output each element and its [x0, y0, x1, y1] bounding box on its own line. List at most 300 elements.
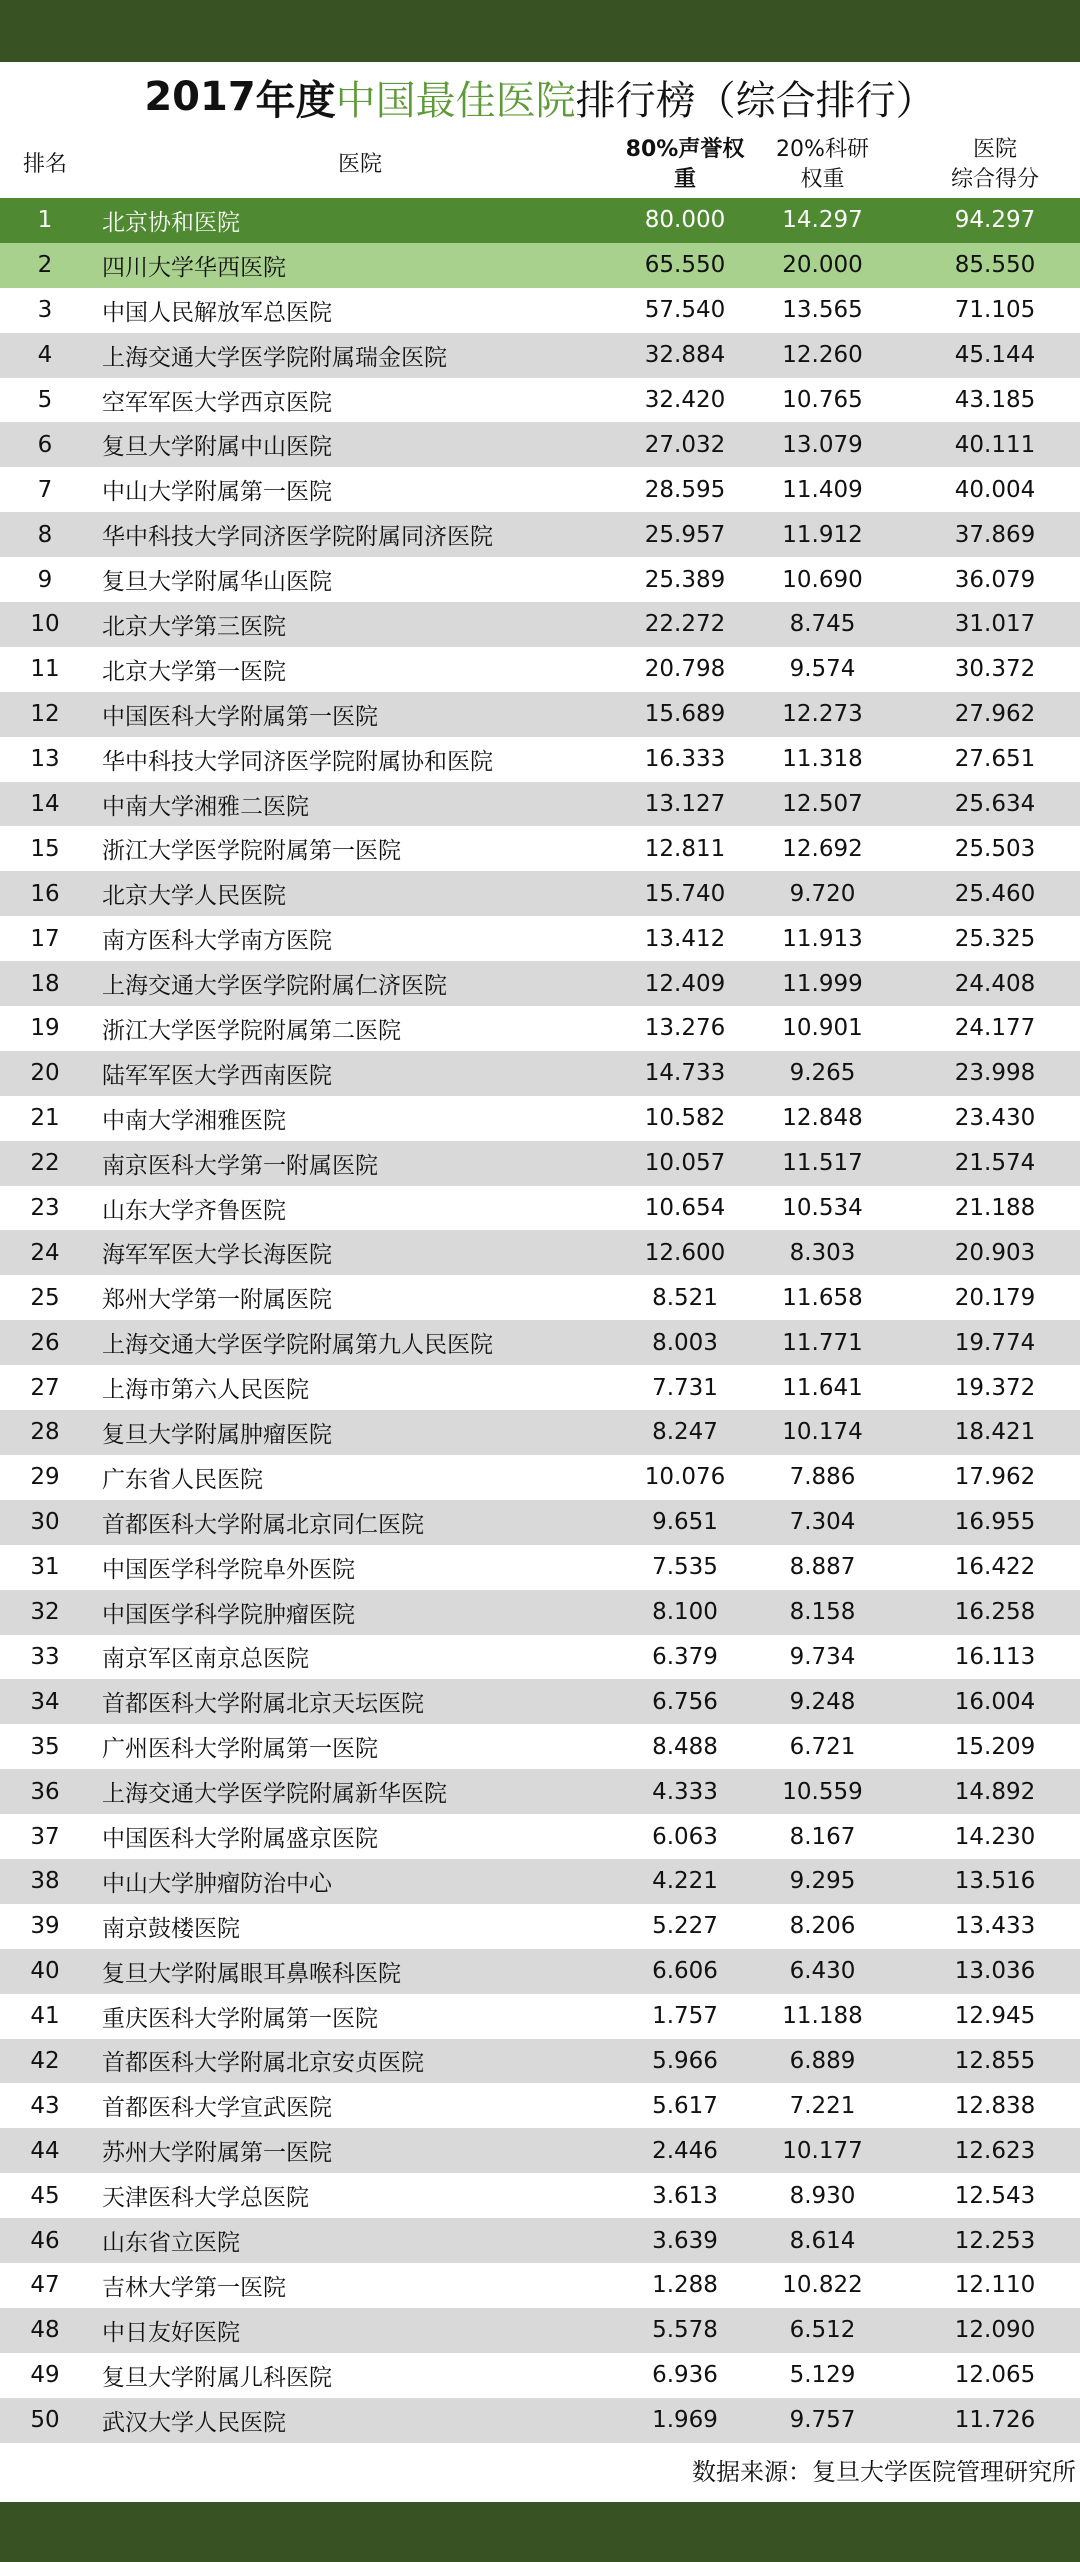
title-pre: 年度: [255, 77, 336, 124]
cell-science: 7.304: [789, 1509, 856, 1536]
cell-total: 85.550: [954, 252, 1036, 279]
cell-total: 14.230: [954, 1823, 1036, 1850]
title-year: 2017: [144, 74, 256, 120]
header-science-line2: 权重: [800, 167, 845, 192]
cell-rank: 32: [30, 1599, 60, 1626]
cell-science: 7.886: [789, 1464, 856, 1491]
cell-hospital-name: 北京大学人民医院: [102, 883, 286, 910]
cell-hospital-name: 北京大学第一医院: [102, 658, 286, 685]
cell-reputation: 8.521: [652, 1284, 718, 1311]
cell-hospital-name: 上海交通大学医学院附属新华医院: [102, 1781, 447, 1808]
cell-reputation: 7.731: [652, 1374, 718, 1401]
cell-rank: 37: [30, 1823, 60, 1850]
cell-rank: 3: [37, 297, 53, 324]
cell-hospital-name: 上海交通大学医学院附属仁济医院: [102, 973, 447, 1000]
cell-science: 9.574: [789, 656, 856, 683]
cell-reputation: 9.651: [652, 1509, 718, 1536]
cell-rank: 23: [30, 1195, 60, 1222]
cell-science: 8.887: [789, 1554, 856, 1581]
table-row: [0, 288, 1080, 333]
cell-hospital-name: 四川大学华西医院: [102, 254, 286, 281]
table-header: [0, 132, 1080, 198]
cell-rank: 11: [30, 656, 60, 683]
cell-rank: 24: [30, 1239, 60, 1266]
cell-hospital-name: 中国医学科学院阜外医院: [102, 1556, 355, 1583]
cell-rank: 40: [30, 1958, 60, 1985]
table-row: [0, 1500, 1080, 1545]
cell-science: 10.177: [782, 2137, 863, 2164]
top-banner-bar: [0, 0, 1080, 62]
cell-hospital-name: 中国医科大学附属盛京医院: [102, 1826, 378, 1852]
title-highlight: 中国最佳医院: [335, 77, 576, 124]
cell-hospital-name: 广东省人民医院: [102, 1466, 263, 1493]
cell-rank: 10: [30, 611, 60, 638]
cell-total: 20.179: [954, 1284, 1036, 1311]
cell-hospital-name: 武汉大学人民医院: [102, 2409, 286, 2436]
table-row: [0, 602, 1080, 647]
header-reputation-line2: 重: [673, 167, 696, 192]
cell-reputation: 4.221: [652, 1868, 718, 1895]
cell-science: 11.517: [782, 1150, 863, 1177]
cell-rank: 13: [30, 746, 60, 773]
cell-rank: 12: [30, 701, 60, 728]
cell-rank: 50: [30, 2407, 60, 2434]
cell-reputation: 12.409: [644, 970, 726, 997]
cell-rank: 25: [30, 1284, 60, 1311]
cell-rank: 45: [30, 2182, 60, 2209]
cell-reputation: 4.333: [652, 1778, 718, 1805]
cell-reputation: 28.595: [644, 476, 726, 503]
cell-total: 25.325: [954, 925, 1036, 952]
cell-rank: 17: [30, 925, 60, 952]
table-row: [0, 2039, 1080, 2084]
cell-science: 10.765: [782, 387, 863, 413]
cell-hospital-name: 上海交通大学医学院附属第九人民医院: [102, 1332, 493, 1359]
title-post: 排行榜: [575, 77, 696, 124]
cell-science: 14.297: [782, 207, 863, 234]
cell-rank: 20: [30, 1060, 60, 1087]
cell-hospital-name: 中南大学湘雅二医院: [102, 793, 309, 820]
cell-hospital-name: 海军军医大学长海医院: [102, 1242, 332, 1269]
table-row: [0, 692, 1080, 737]
header-reputation-line1: 80%声誉权: [625, 137, 745, 162]
cell-rank: 41: [30, 2003, 60, 2030]
cell-science: 6.889: [789, 2047, 856, 2074]
cell-science: 9.720: [789, 880, 856, 907]
cell-total: 37.869: [954, 521, 1036, 548]
table-row: [0, 333, 1080, 378]
ranking-table: [0, 198, 1080, 2443]
cell-hospital-name: 复旦大学附属眼耳鼻喉科医院: [102, 1960, 401, 1987]
cell-hospital-name: 中国医科大学附属第一医院: [102, 703, 378, 730]
cell-science: 12.260: [782, 342, 863, 369]
cell-total: 30.372: [954, 656, 1036, 683]
cell-science: 9.757: [789, 2407, 856, 2434]
cell-science: 12.273: [782, 701, 863, 728]
header-total: [915, 132, 1075, 198]
cell-rank: 4: [37, 342, 53, 369]
cell-rank: 38: [30, 1868, 60, 1895]
table-row: [0, 737, 1080, 782]
cell-hospital-name: 中山大学肿瘤防治中心: [102, 1870, 332, 1897]
cell-rank: 29: [30, 1464, 60, 1491]
cell-science: 11.912: [782, 521, 863, 548]
table-row: [0, 1051, 1080, 1096]
cell-science: 8.614: [789, 2227, 856, 2254]
cell-science: 8.745: [789, 611, 856, 638]
cell-total: 43.185: [954, 387, 1036, 413]
table-row: [0, 378, 1080, 423]
cell-reputation: 6.936: [652, 2362, 718, 2389]
cell-total: 16.955: [954, 1509, 1036, 1536]
table-row: [0, 1814, 1080, 1859]
cell-reputation: 25.389: [644, 566, 726, 593]
cell-rank: 34: [30, 1688, 60, 1715]
cell-total: 40.004: [954, 476, 1036, 503]
cell-science: 11.913: [782, 925, 863, 952]
cell-total: 16.422: [954, 1554, 1036, 1581]
cell-rank: 43: [30, 2092, 60, 2119]
cell-reputation: 13.127: [644, 791, 726, 818]
cell-hospital-name: 苏州大学附属第一医院: [102, 2140, 332, 2167]
cell-rank: 21: [30, 1105, 60, 1132]
cell-science: 7.221: [789, 2092, 856, 2119]
cell-reputation: 32.884: [644, 342, 726, 369]
cell-science: 10.822: [782, 2272, 863, 2299]
header-science: [760, 132, 885, 198]
cell-reputation: 65.550: [644, 252, 726, 279]
cell-hospital-name: 华中科技大学同济医学院附属同济医院: [102, 524, 493, 551]
table-row: [0, 2128, 1080, 2173]
cell-rank: 30: [30, 1509, 60, 1536]
cell-total: 20.903: [954, 1239, 1036, 1266]
cell-reputation: 10.076: [644, 1464, 726, 1491]
cell-total: 15.209: [954, 1733, 1036, 1760]
cell-hospital-name: 中国人民解放军总医院: [102, 299, 332, 326]
cell-rank: 1: [37, 207, 53, 234]
cell-science: 5.129: [789, 2362, 856, 2389]
cell-total: 21.574: [954, 1150, 1036, 1177]
cell-rank: 48: [30, 2317, 60, 2344]
cell-hospital-name: 华中科技大学同济医学院附属协和医院: [102, 748, 493, 775]
cell-reputation: 3.613: [652, 2182, 718, 2209]
cell-reputation: 14.733: [644, 1060, 726, 1087]
table-row: [0, 557, 1080, 602]
cell-science: 12.692: [782, 835, 863, 862]
cell-rank: 35: [30, 1733, 60, 1760]
table-row: [0, 1410, 1080, 1455]
cell-science: 11.409: [782, 476, 863, 503]
cell-reputation: 6.063: [652, 1823, 718, 1850]
cell-reputation: 16.333: [644, 746, 726, 773]
cell-total: 12.110: [954, 2272, 1036, 2299]
table-row: [0, 1006, 1080, 1051]
cell-science: 6.512: [789, 2317, 856, 2344]
cell-total: 27.651: [954, 746, 1036, 773]
cell-rank: 46: [30, 2227, 60, 2254]
cell-reputation: 20.798: [644, 656, 726, 683]
cell-hospital-name: 北京大学第三医院: [102, 613, 286, 640]
cell-hospital-name: 上海市第六人民医院: [102, 1377, 309, 1404]
cell-total: 12.253: [954, 2227, 1036, 2254]
cell-reputation: 5.578: [652, 2317, 718, 2344]
cell-hospital-name: 吉林大学第一医院: [102, 2274, 286, 2301]
cell-total: 31.017: [954, 611, 1036, 638]
cell-science: 9.248: [789, 1688, 856, 1715]
cell-reputation: 1.969: [652, 2407, 718, 2434]
cell-total: 17.962: [954, 1464, 1036, 1491]
table-row: [0, 1365, 1080, 1410]
table-row: [0, 826, 1080, 871]
table-row: [0, 1545, 1080, 1590]
table-row: [0, 1859, 1080, 1904]
table-row: [0, 1455, 1080, 1500]
cell-total: 19.372: [954, 1374, 1036, 1401]
cell-rank: 31: [30, 1554, 60, 1581]
cell-science: 6.430: [789, 1958, 856, 1985]
cell-total: 71.105: [954, 297, 1036, 324]
cell-science: 10.534: [782, 1195, 863, 1222]
cell-total: 21.188: [954, 1195, 1036, 1222]
cell-rank: 42: [30, 2047, 60, 2074]
cell-reputation: 6.379: [652, 1643, 718, 1670]
cell-reputation: 5.227: [652, 1913, 718, 1940]
cell-hospital-name: 复旦大学附属儿科医院: [102, 2364, 332, 2391]
table-row: [0, 1590, 1080, 1635]
cell-hospital-name: 复旦大学附属华山医院: [102, 569, 332, 596]
cell-reputation: 13.412: [644, 925, 726, 952]
cell-reputation: 5.617: [652, 2092, 718, 2119]
cell-hospital-name: 浙江大学医学院附属第一医院: [102, 838, 401, 865]
table-row: [0, 1769, 1080, 1814]
cell-reputation: 10.057: [644, 1150, 726, 1177]
cell-hospital-name: 重庆医科大学附属第一医院: [102, 2005, 378, 2032]
table-row: [0, 871, 1080, 916]
cell-science: 11.771: [782, 1329, 863, 1356]
cell-science: 10.690: [782, 566, 863, 593]
cell-rank: 27: [30, 1374, 60, 1401]
cell-total: 18.421: [954, 1419, 1036, 1446]
table-row: [0, 2218, 1080, 2263]
cell-hospital-name: 南方医科大学南方医院: [102, 928, 332, 955]
cell-science: 9.734: [789, 1643, 856, 1670]
table-row: [0, 1096, 1080, 1141]
cell-reputation: 57.540: [644, 297, 726, 324]
cell-science: 10.901: [782, 1015, 863, 1042]
cell-rank: 8: [37, 521, 53, 548]
cell-total: 25.634: [954, 791, 1036, 818]
cell-total: 13.036: [954, 1958, 1036, 1985]
cell-hospital-name: 首都医科大学附属北京安贞医院: [102, 2050, 424, 2077]
cell-science: 9.265: [789, 1060, 856, 1087]
cell-total: 94.297: [954, 207, 1036, 234]
cell-hospital-name: 天津医科大学总医院: [102, 2185, 309, 2212]
cell-reputation: 7.535: [652, 1554, 718, 1581]
table-row: [0, 198, 1080, 243]
cell-reputation: 15.689: [644, 701, 726, 728]
table-row: [0, 647, 1080, 692]
cell-hospital-name: 中日友好医院: [102, 2319, 240, 2346]
cell-hospital-name: 复旦大学附属肿瘤医院: [102, 1421, 332, 1448]
cell-science: 11.641: [782, 1374, 863, 1401]
cell-total: 25.503: [954, 835, 1036, 862]
table-row: [0, 1275, 1080, 1320]
cell-hospital-name: 南京鼓楼医院: [102, 1915, 240, 1942]
cell-science: 10.559: [782, 1778, 863, 1805]
table-row: [0, 782, 1080, 827]
cell-total: 14.892: [954, 1778, 1036, 1805]
cell-total: 23.430: [954, 1105, 1036, 1132]
cell-total: 24.177: [954, 1015, 1036, 1042]
cell-total: 13.516: [954, 1868, 1036, 1895]
cell-hospital-name: 陆军军医大学西南医院: [102, 1062, 332, 1089]
cell-total: 16.258: [954, 1599, 1036, 1626]
bottom-banner-bar: [0, 2502, 1080, 2562]
title-paren: （综合排行）: [695, 77, 936, 124]
cell-hospital-name: 山东省立医院: [102, 2230, 240, 2257]
cell-total: 25.460: [954, 880, 1036, 907]
header-science-line1: 20%科研: [776, 137, 869, 162]
cell-hospital-name: 中国医学科学院肿瘤医院: [102, 1601, 355, 1628]
cell-rank: 18: [30, 970, 60, 997]
cell-reputation: 1.288: [652, 2272, 718, 2299]
table-row: [0, 243, 1080, 288]
cell-total: 24.408: [954, 970, 1036, 997]
cell-hospital-name: 首都医科大学附属北京同仁医院: [102, 1511, 424, 1538]
cell-hospital-name: 首都医科大学宣武医院: [102, 2095, 332, 2122]
cell-reputation: 1.757: [652, 2003, 718, 2030]
cell-hospital-name: 首都医科大学附属北京天坛医院: [102, 1691, 424, 1718]
cell-reputation: 6.606: [652, 1958, 718, 1985]
cell-rank: 7: [37, 476, 53, 503]
table-row: [0, 1724, 1080, 1769]
cell-science: 9.295: [789, 1868, 856, 1895]
cell-total: 11.726: [954, 2407, 1036, 2434]
cell-rank: 9: [37, 566, 53, 593]
cell-science: 11.999: [782, 970, 863, 997]
header-hospital: 医院: [337, 152, 382, 177]
cell-science: 10.174: [782, 1419, 863, 1446]
table-row: [0, 1230, 1080, 1275]
cell-total: 40.111: [954, 431, 1036, 458]
cell-reputation: 5.966: [652, 2047, 718, 2074]
cell-reputation: 6.756: [652, 1688, 718, 1715]
header-reputation: [620, 132, 750, 198]
cell-rank: 44: [30, 2137, 60, 2164]
table-row: [0, 1186, 1080, 1231]
cell-total: 12.623: [954, 2137, 1036, 2164]
cell-total: 16.004: [954, 1688, 1036, 1715]
source-note: 数据来源：复旦大学医院管理研究所: [692, 2457, 1076, 2486]
cell-science: 6.721: [789, 1733, 856, 1760]
cell-reputation: 8.100: [652, 1599, 718, 1626]
cell-reputation: 8.488: [652, 1733, 718, 1760]
cell-rank: 33: [30, 1643, 60, 1670]
cell-science: 8.206: [789, 1913, 856, 1940]
cell-reputation: 12.811: [644, 835, 726, 862]
table-row: [0, 1635, 1080, 1680]
cell-science: 13.079: [782, 431, 863, 458]
cell-rank: 15: [30, 835, 60, 862]
table-row: [0, 512, 1080, 557]
cell-reputation: 27.032: [644, 431, 726, 458]
table-row: [0, 2308, 1080, 2353]
table-row: [0, 1904, 1080, 1949]
cell-total: 12.543: [954, 2182, 1036, 2209]
cell-total: 23.998: [954, 1060, 1036, 1087]
cell-total: 36.079: [954, 566, 1036, 593]
table-row: [0, 1141, 1080, 1186]
cell-reputation: 2.446: [652, 2137, 718, 2164]
cell-science: 12.848: [782, 1105, 863, 1132]
cell-rank: 5: [37, 387, 53, 413]
cell-hospital-name: 浙江大学医学院附属第二医院: [102, 1017, 401, 1044]
table-row: [0, 1679, 1080, 1724]
cell-science: 20.000: [782, 252, 863, 279]
cell-rank: 47: [30, 2272, 60, 2299]
cell-reputation: 25.957: [644, 521, 726, 548]
cell-science: 8.167: [789, 1823, 856, 1850]
cell-total: 13.433: [954, 1913, 1036, 1940]
cell-total: 19.774: [954, 1329, 1036, 1356]
cell-reputation: 22.272: [644, 611, 726, 638]
cell-rank: 6: [37, 431, 53, 458]
cell-rank: 19: [30, 1015, 60, 1042]
table-row: [0, 1320, 1080, 1365]
cell-hospital-name: 郑州大学第一附属医院: [102, 1287, 332, 1314]
cell-science: 11.658: [782, 1284, 863, 1311]
cell-reputation: 3.639: [652, 2227, 718, 2254]
table-row: [0, 2353, 1080, 2398]
cell-science: 11.188: [782, 2003, 863, 2030]
cell-rank: 49: [30, 2362, 60, 2389]
cell-total: 16.113: [954, 1643, 1036, 1670]
cell-science: 11.318: [782, 746, 863, 773]
cell-rank: 36: [30, 1778, 60, 1805]
table-row: [0, 1994, 1080, 2039]
cell-hospital-name: 上海交通大学医学院附属瑞金医院: [102, 344, 447, 371]
table-row: [0, 961, 1080, 1006]
cell-hospital-name: 北京协和医院: [102, 209, 240, 236]
table-row: [0, 422, 1080, 467]
page-title: [0, 62, 1080, 132]
cell-rank: 14: [30, 791, 60, 818]
cell-rank: 22: [30, 1150, 60, 1177]
cell-hospital-name: 南京医科大学第一附属医院: [102, 1152, 378, 1179]
cell-reputation: 32.420: [644, 387, 726, 413]
cell-science: 8.303: [789, 1239, 856, 1266]
header-total-line1: 医院: [972, 137, 1017, 162]
cell-rank: 28: [30, 1419, 60, 1446]
cell-hospital-name: 南京军区南京总医院: [102, 1646, 309, 1673]
cell-reputation: 13.276: [644, 1015, 726, 1042]
cell-total: 27.962: [954, 701, 1036, 728]
cell-reputation: 12.600: [644, 1239, 726, 1266]
table-row: [0, 467, 1080, 512]
table-row: [0, 2173, 1080, 2218]
cell-hospital-name: 中南大学湘雅医院: [102, 1107, 286, 1134]
cell-rank: 26: [30, 1329, 60, 1356]
table-row: [0, 916, 1080, 961]
table-row: [0, 2083, 1080, 2128]
cell-reputation: 80.000: [644, 207, 726, 234]
cell-total: 45.144: [954, 342, 1036, 369]
cell-total: 12.855: [954, 2047, 1036, 2074]
cell-total: 12.090: [954, 2317, 1036, 2344]
cell-hospital-name: 复旦大学附属中山医院: [102, 434, 332, 461]
cell-total: 12.065: [954, 2362, 1036, 2389]
cell-reputation: 8.247: [652, 1419, 718, 1446]
